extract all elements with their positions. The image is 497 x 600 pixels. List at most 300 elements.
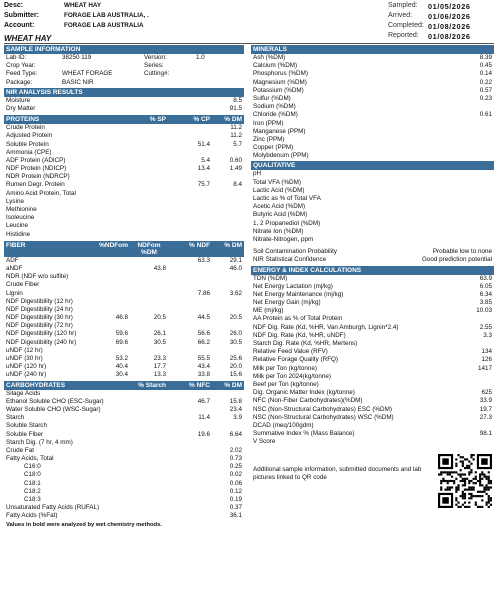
protein-row [4,198,244,206]
row-label: ADF [6,256,19,264]
arrived-label: Arrived: [388,12,413,19]
reported-label: Reported: [388,32,419,39]
protein-row [4,132,244,140]
fiber-row [4,330,244,338]
package-value: BASIC NIR [62,78,94,86]
row-label: Rumen Degr. Protein [6,181,65,189]
row-value: 75.7 [197,181,210,189]
row-value: 91.5 [229,104,242,112]
feed-type-value: WHEAT FORAGE [62,70,113,78]
protein-row [4,165,244,173]
carbohydrate-row [4,398,244,406]
row-label: C18:0 [24,471,41,479]
sample-info-row: Package: BASIC NIR [6,78,94,86]
row-value: 0.02 [229,471,242,479]
row-value: 55.5 [197,355,210,362]
fiber-row [4,314,244,322]
row-value: 7.86 [197,289,210,297]
qualitative-row [251,236,494,244]
footnote: Values in bold were analyzed by wet chemistry methods. [6,521,162,528]
energy-row [251,324,494,332]
row-value: 5.7 [233,140,242,148]
protein-row [4,214,244,222]
sample-info-header: SAMPLE INFORMATION [4,45,244,54]
row-label: NDF Protein (NDICP) [6,165,67,173]
carbohydrate-row [4,422,244,430]
row-value: 27.3 [479,413,492,421]
energy-row [251,315,494,323]
version-value: 1.0 [196,54,205,61]
row-label: Ethanol Soluble CHO (ESC-Sugar) [6,397,104,405]
fiber-row [4,290,244,298]
row-value: 23.4 [229,405,242,413]
row-label: Starch [6,414,25,422]
qualitative-row [251,228,494,236]
header-divider [4,43,494,44]
sampled-label: Sampled: [388,2,418,9]
row-value: 56.6 [197,330,210,338]
fiber-row [4,363,244,371]
row-value: 63.3 [197,256,210,264]
row-value: 17.7 [153,363,166,371]
row-label: Summative Index % (Mass Balance) [253,430,355,438]
lab-id-value: 38250 119 [62,54,92,61]
row-label: Adjusted Protein [6,132,53,140]
row-label: NDF Digestibility (120 hr) [6,330,77,338]
row-value: 30.5 [229,338,242,346]
row-value: 134 [481,348,492,356]
row-label: NDF Digestibility (30 hr) [6,314,73,322]
row-value: 0.37 [229,504,242,512]
qualitative-row [251,187,494,195]
energy-row [251,332,494,340]
row-value: 26.1 [153,330,166,338]
row-value: 0.61 [479,111,492,119]
row-value: 0.19 [229,496,242,503]
carbohydrate-row [4,512,244,520]
energy-row [251,438,494,446]
row-label: Butyric Acid (%DM) [253,211,308,219]
qualitative-header: QUALITATIVE [251,161,494,170]
row-value: 2.55 [479,323,492,331]
row-label: NDF Dig. Rate (Kd, %HR, uNDF) [253,331,346,339]
row-label: Starch Dig. Rate (Kd, %HR, Mertens) [253,340,358,347]
row-value: 46.8 [115,314,128,322]
row-value: 3.85 [479,299,492,307]
protein-row [4,222,244,230]
row-label: AA Protein as % of Total Protein [253,315,343,323]
left-column [4,45,244,528]
qualitative-row [251,170,494,178]
mineral-row [251,70,494,78]
energy-row [251,340,494,348]
row-value: 8.39 [479,54,492,61]
carbohydrate-row [4,406,244,414]
row-label: NDF Dig. Rate (Kd, %HR, Van Amburgh, Lignin*2.4) [253,323,399,331]
energy-row [251,406,494,414]
fiber-row [4,257,244,265]
row-value: 11.2 [230,124,242,132]
row-label: Starch Dig. (7 hr, 4 mm) [6,438,73,446]
row-value: 30.4 [115,371,128,379]
row-value: 20.5 [229,314,242,322]
right-column [251,45,494,514]
row-value: 59.6 [115,330,128,338]
row-label: Lysine [6,197,24,205]
row-label: Crude Fat [6,446,34,454]
row-label: Ash (%DM) [253,54,286,61]
protein-row [4,181,244,189]
row-label: Silage Acids [6,389,41,397]
row-value: 13.4 [197,165,210,173]
row-value: 0.12 [229,487,242,495]
energy-row [251,422,494,430]
energy-row [251,299,494,307]
completed-date: 01/08/2026 [428,22,471,31]
nir-row [4,97,244,105]
row-label: Soluble Fiber [6,430,44,438]
account-value: FORAGE LAB AUSTRALIA [64,22,144,29]
carbohydrate-row [4,488,244,496]
energy-row [251,397,494,405]
mineral-row [251,54,494,62]
row-label: Dig. Organic Matter Index (kg/tonne) [253,389,355,397]
fiber-row [4,322,244,330]
row-value: 0.60 [229,156,242,164]
row-value: 126 [481,356,492,364]
energy-row [251,389,494,397]
carbohydrate-row [4,431,244,439]
row-label: Soluble Protein [6,140,49,148]
row-label: Zinc (PPM) [253,135,285,143]
row-label: NDR (NDF w/o sulfite) [6,273,69,281]
row-label: uNDF (30 hr) [6,355,43,362]
minerals-header: MINERALS [251,45,494,54]
carbohydrate-row [4,455,244,463]
sample-info-row: Feed Type: WHEAT FORAGE Cutting#: [6,70,170,78]
row-value: 43.4 [197,363,210,371]
row-value: 0.14 [479,70,492,78]
mineral-row [251,79,494,87]
row-value: 0.22 [479,78,492,86]
mineral-row [251,136,494,144]
row-value: 46.0 [229,264,242,272]
row-value: 51.4 [197,140,210,148]
row-value: 2.02 [229,446,242,454]
row-label: Fatty Acids (%Fat) [6,512,58,520]
mineral-row [251,152,494,160]
row-label: Nitrate Ion (%DM) [253,227,304,235]
row-value: 1417 [477,364,492,372]
report-header [4,2,494,46]
row-label: Magnesium (%DM) [253,78,307,86]
nir-confidence-row: NIR Statistical Confidence Good prediction potential [253,256,492,264]
row-label: C18:1 [24,479,41,487]
qr-note: Additional sample information, submitted documents and lab pictures linked to QR code [253,466,422,482]
row-value: 0.25 [229,463,242,471]
row-value: 10.03 [476,307,492,315]
row-value: 46.7 [197,397,210,405]
row-value: 19.7 [479,405,492,413]
fiber-row [4,339,244,347]
nir-confidence-value: Good prediction potential [421,256,492,264]
row-label: Net Energy Maintenance (mj/kg) [253,290,344,298]
carbohydrate-row [4,496,244,504]
row-label: Phosphorus (%DM) [253,70,308,78]
carbohydrate-row [4,414,244,422]
row-label: Amino Acid Protein, Total [6,189,76,197]
qualitative-row [251,220,494,228]
row-value: 44.5 [197,314,210,322]
row-label: C18:2 [24,487,41,495]
row-value: 69.6 [115,338,128,346]
row-label: Leucine [6,222,29,230]
row-label: Lactic as % of Total VFA [253,195,321,202]
row-label: Net Energy Lactation (mj/kg) [253,282,333,290]
energy-header: ENERGY & INDEX CALCULATIONS [251,266,494,275]
row-label: Iron (PPM) [253,119,284,127]
protein-row [4,231,244,239]
row-label: DCAD (meq/100gdm) [253,421,314,429]
sampled-date: 01/05/2026 [428,2,471,11]
row-label: Sulfur (%DM) [253,94,291,102]
row-value: 63.9 [479,274,492,282]
qualitative-row [251,203,494,211]
row-label: Fatty Acids, Total [6,455,54,463]
row-label: Relative Feed Value (RFV) [253,348,328,356]
row-label: NDF Digestibility (240 hr) [6,338,77,346]
fiber-row [4,355,244,363]
row-label: Beef per Ton (kg/tonne) [253,380,319,388]
row-value: 8.5 [233,96,242,104]
row-value: 625 [481,389,492,397]
fiber-row [4,265,244,273]
row-value: 6.05 [479,282,492,290]
protein-row [4,149,244,157]
row-label: C18:3 [24,496,41,503]
row-label: Water Soluble CHO (WSC-Sugar) [6,405,101,413]
row-label: Isoleucine [6,214,35,222]
desc-label: Desc: [4,2,24,9]
qualitative-row [251,211,494,219]
qr-code-icon[interactable] [438,454,492,508]
qualitative-row [251,179,494,187]
row-label: NSC (Non-Structural Carbohydrates) ESC (%DM) [253,405,392,413]
row-value: 53.2 [115,355,128,362]
account-label: Account: [4,22,35,29]
row-label: Lactic Acid (%DM) [253,186,305,194]
row-label: Crude Protein [6,124,45,132]
carbohydrate-row [4,504,244,512]
row-label: Net Energy Gain (mj/kg) [253,299,321,307]
protein-row [4,157,244,165]
row-value: 98.1 [479,430,492,438]
row-label: Copper (PPM) [253,144,294,152]
submitter-value: FORAGE LAB AUSTRALIA, . [64,12,149,19]
carbohydrate-row [4,439,244,447]
row-value: 3.9 [233,414,242,422]
row-label: Calcium (%DM) [253,62,298,70]
row-label: NDR Protein (NDRCP) [6,173,70,181]
row-value: 13.3 [153,371,166,379]
row-value: 33.8 [197,371,210,379]
row-label: Unsaturated Fatty Acids (RUFAL) [6,504,100,512]
row-label: ME (mj/kg) [253,307,284,315]
arrived-date: 01/06/2026 [428,12,471,21]
mineral-row [251,87,494,95]
sample-info-row: Lab ID: 38250 119 Version: 1.0 [6,54,205,61]
report-title: WHEAT HAY [4,34,52,43]
carbohydrate-row [4,471,244,479]
mineral-row [251,103,494,111]
row-label: Milk per Ton (kg/tonne) [253,364,317,372]
row-value: 29.1 [229,256,242,264]
energy-row [251,381,494,389]
protein-row [4,190,244,198]
row-label: uNDF (240 hr) [6,371,47,379]
protein-row [4,173,244,181]
mineral-row [251,128,494,136]
energy-row [251,373,494,381]
row-value: 0.57 [479,86,492,94]
row-label: NFC (Non-Fiber Carbohydrates)(%DM) [253,397,363,405]
row-label: Moisture [6,96,31,104]
row-value: 3.3 [483,331,492,339]
fiber-row [4,298,244,306]
carbohydrate-row [4,390,244,398]
energy-row [251,348,494,356]
energy-row [251,356,494,364]
protein-row [4,206,244,214]
reported-date: 01/08/2026 [428,32,471,41]
row-value: 26.0 [229,330,242,338]
row-label: V Score [253,438,276,446]
carbohydrates-header: CARBOHYDRATES % Starch % NFC % DM [6,381,242,389]
row-value: 36.1 [229,512,242,520]
row-value: 30.5 [153,338,166,346]
row-value: 11.2 [230,132,242,140]
row-label: Crude Fiber [6,281,40,289]
row-value: 0.45 [479,62,492,70]
row-value: 40.4 [115,363,128,371]
row-value: 6.34 [479,290,492,298]
mineral-row [251,111,494,119]
fiber-row [4,273,244,281]
row-label: Lignin [6,289,23,297]
row-label: Ammonia (CPE) [6,148,52,156]
row-label: uNDF (12 hr) [6,346,43,354]
row-label: Nitrate-Nitrogen, ppm [253,235,314,243]
row-label: ADF Protein (ADICP) [6,156,66,164]
row-value: 3.62 [229,289,242,297]
row-label: uNDF (120 hr) [6,363,47,371]
row-value: 15.6 [229,371,242,379]
sample-info-row: Crop Year: Series: [6,62,164,70]
fiber-row [4,371,244,379]
row-label: Sodium (%DM) [253,103,296,111]
row-value: 0.23 [479,94,492,102]
row-label: Dry Matter [6,104,36,112]
proteins-header: PROTEINS % SP % CP % DM [6,116,242,124]
row-label: NDF Digestibility (24 hr) [6,305,73,313]
row-value: 66.2 [197,338,210,346]
row-label: Total VFA (%DM) [253,178,301,186]
row-label: Manganese (PPM) [253,127,306,135]
row-value: 43.8 [153,264,166,272]
row-value: 8.4 [233,181,242,189]
protein-row [4,141,244,149]
row-label: aNDF [6,264,23,272]
row-label: Relative Forage Quality (RFQ) [253,356,339,364]
protein-row [4,124,244,132]
row-value: 20.0 [229,363,242,371]
row-value: 15.8 [229,397,242,405]
row-value: 11.4 [198,414,210,422]
row-label: C16:0 [24,463,41,471]
fiber-row [4,347,244,355]
fiber-row [4,306,244,314]
mineral-row [251,120,494,128]
row-label: Acetic Acid (%DM) [253,203,306,211]
mineral-row [251,62,494,70]
energy-row [251,414,494,422]
carbohydrate-row [4,480,244,488]
energy-row [251,365,494,373]
carbohydrate-row [4,447,244,455]
row-value: 19.6 [197,430,210,438]
energy-row [251,275,494,283]
row-value: 25.6 [229,355,242,362]
desc-value: WHEAT HAY [64,2,102,9]
fiber-header: FIBER %NDFom NDFom %DM % NDF % DM [6,241,242,256]
row-label: TDN (%DM) [253,274,288,282]
row-value: 20.5 [153,314,166,322]
fiber-row [4,281,244,289]
row-label: pH [253,170,262,178]
row-label: Molybdenum (PPM) [253,152,309,160]
qualitative-row [251,195,494,203]
row-value: 0.06 [229,479,242,487]
row-label: Soluble Starch [6,422,47,430]
mineral-row [251,95,494,103]
soil-contamination-row: Soil Contamination Probability Probable low to none [253,248,492,256]
energy-row [251,291,494,299]
row-label: 1, 2 Propanediol (%DM) [253,219,321,227]
row-label: NDF Digestibility (72 hr) [6,322,73,330]
row-value: 5.4 [201,156,210,164]
soil-contamination-value: Probable low to none [432,248,492,256]
energy-row [251,307,494,315]
row-label: Histidine [6,230,31,238]
row-label: Milk per Ton 2024(kg/tonne) [253,372,331,380]
row-value: 33.9 [479,397,492,405]
energy-row [251,430,494,438]
row-label: Potassium (%DM) [253,86,304,94]
mineral-row [251,144,494,152]
submitter-label: Submitter: [4,12,39,19]
row-value: 1.49 [229,165,242,173]
row-value: 23.3 [153,355,166,362]
row-label: Chloride (%DM) [253,111,298,119]
row-label: NDF Digestibility (12 hr) [6,297,73,305]
row-label: NSC (Non-Structural Carbohydrates) WSC (%DM) [253,413,394,421]
row-label: Methionine [6,206,37,213]
nir-header: NIR ANALYSIS RESULTS [4,88,244,97]
row-value: 6.64 [229,430,242,438]
qr-block [251,454,494,514]
row-value: 0.73 [229,455,242,463]
carbohydrate-row [4,463,244,471]
